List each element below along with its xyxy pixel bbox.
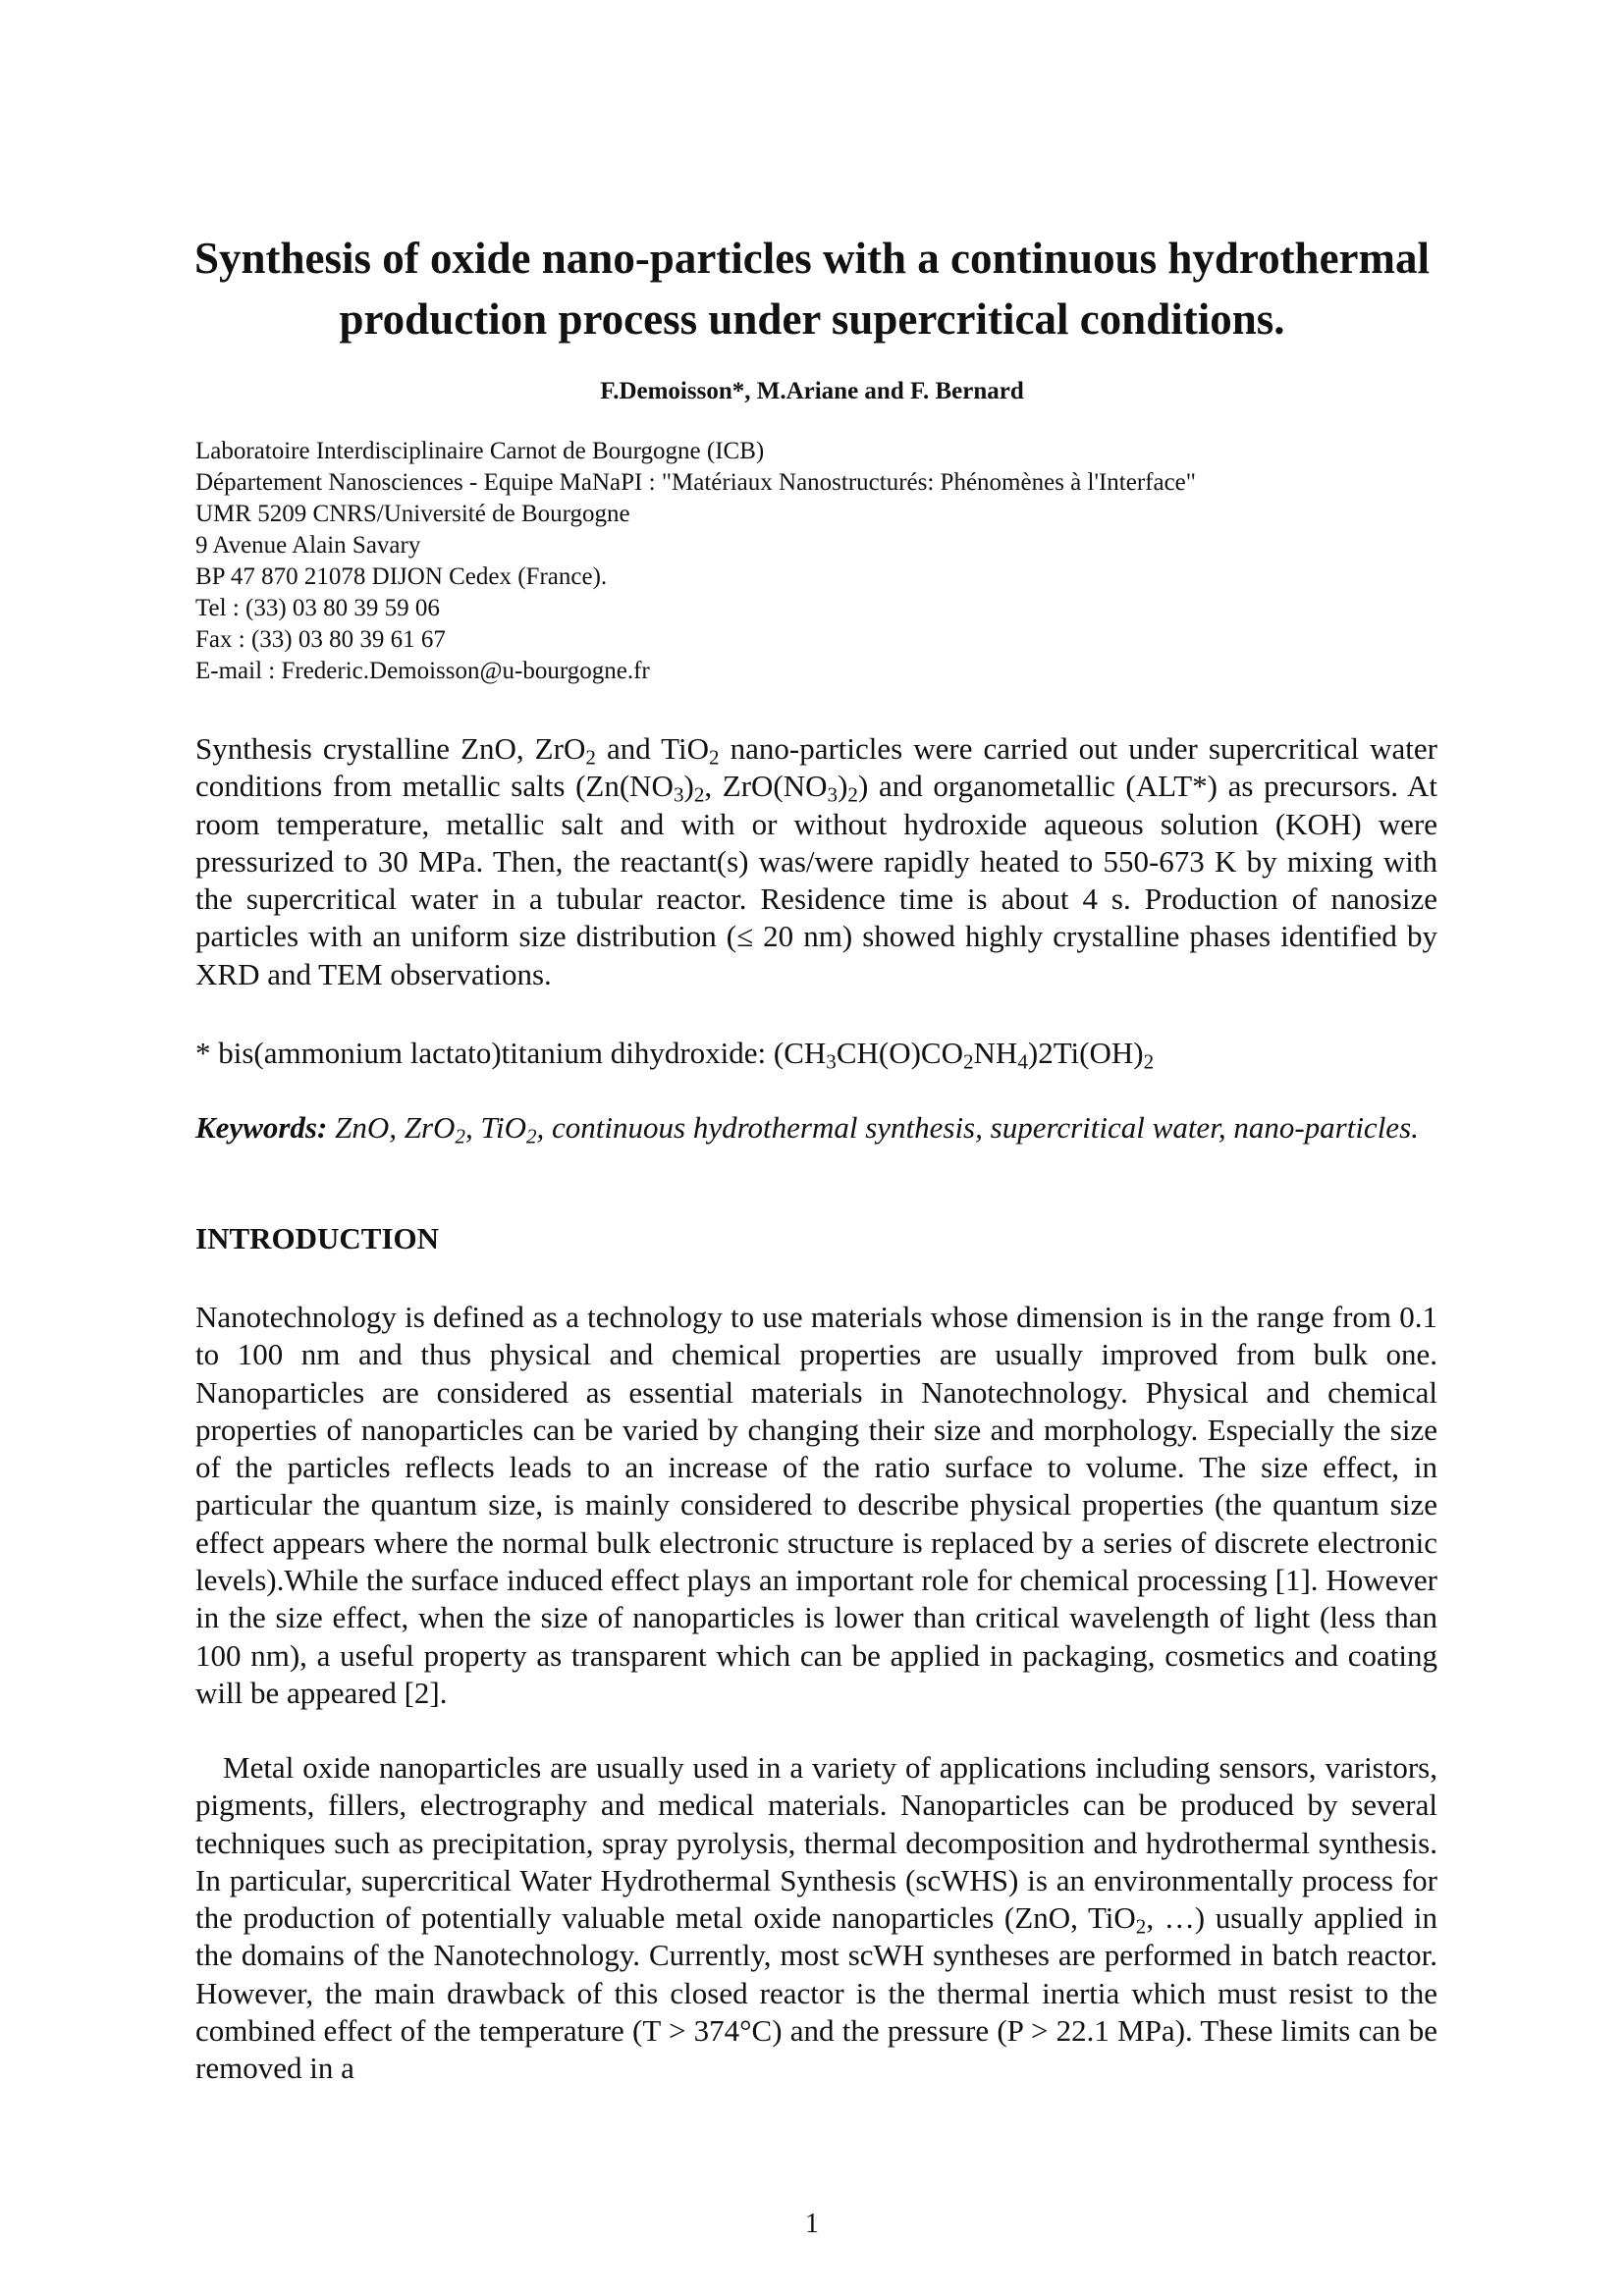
page-number: 1 [805, 2209, 819, 2239]
section-heading-introduction: INTRODUCTION [195, 1221, 440, 1255]
introduction-paragraph-2: Metal oxide nanoparticles are usually used in a variety of applications including sensors, varistors, pigments, fillers, electrography and medical materials. Nanoparticles can be produced by several techniques such as precipitation, spray pyrolysis, thermal decomposition and hydrothermal synthesis. In particular, supercritical Water Hydrothermal Synthesis (scWHS) is an environmentally process for the production of potentially valuable metal oxide nanoparticles (ZnO, TiO$_2$, …) usually applied in the domains of the Nanotechnology. Currently, most scWH syntheses are performed in batch reactor. However, the main drawback of this closed reactor is the thermal inertia which must resist to the combined effect of the temperature (T > 374°C) and the pressure (P > 22.1 MPa). These limits can be removed in a [195, 1750, 1438, 2086]
title-line-1: Synthesis of oxide nano-particles with a continuous hydrothermal [193, 234, 1431, 283]
paper-title [118, 228, 1506, 349]
keywords: Keywords: ZnO, ZrO$_2$, TiO$_2$, continuous hydrothermal synthesis, supercritical water, nano-particles. [195, 1110, 1419, 1148]
affiliation-fax: Fax : (33) 03 80 39 61 67 [195, 626, 446, 653]
abstract-paragraph: Synthesis crystalline ZnO, ZrO$_2$ and TiO$_2$ nano-particles were carried out under supercritical water conditions from metallic salts ($Zn(NO_3)_2$, $ZrO(NO_3)_2$) and organometallic (ALT*) as precursors. At room temperature, metallic salt and with or without hydroxide aqueous solution (KOH) were pressurized to 30 MPa. Then, the reactant(s) was/were rapidly heated to 550-673 K by mixing with the supercritical water in a tubular reactor. Residence time is about 4 s. Production of nanosize particles with an uniform size distribution (≤ 20 nm) showed highly crystalline phases identified by XRD and TEM observations. [195, 731, 1437, 991]
affiliation-line: BP 47 870 21078 DIJON Cedex (France). [195, 563, 608, 590]
affiliation-line: Laboratoire Interdisciplinaire Carnot de Bourgogne (ICB) [195, 438, 765, 464]
affiliation-line: Département Nanosciences - Equipe MaNaPI : "Matériaux Nanostructurés: Phénomènes à l'Interface" [195, 469, 1196, 496]
affiliation-block [195, 436, 1196, 687]
affiliation-email: E-mail : Frederic.Demoisson@u-bourgogne.fr [195, 658, 650, 684]
affiliation-line: UMR 5209 CNRS/Université de Bourgogne [195, 501, 630, 527]
footnote-alt: * bis(ammonium lactato)titanium dihydroxide: $(CH_3CH(O)CO_2NH_4)2Ti(OH)_2$ [195, 1036, 1155, 1074]
title-line-2: production process under supercritical conditions. [339, 294, 1285, 344]
authors: F.Demoisson*, M.Ariane and F. Bernard [600, 378, 1024, 404]
introduction-paragraph-1: Nanotechnology is defined as a technology to use materials whose dimension is in the range from 0.1 to 100 nm and thus physical and chemical properties are usually improved from bulk one. Nanoparticles are considered as essential materials in Nanotechnology. Physical and chemical properties of nanoparticles can be varied by changing their size and morphology. Especially the size of the particles reflects leads to an increase of the ratio surface to volume. The size effect, in particular the quantum size, is mainly considered to describe physical properties (the quantum size effect appears where the normal bulk electronic structure is replaced by a series of discrete electronic levels).While the surface induced effect plays an important role for chemical processing [1]. However in the size effect, when the size of nanoparticles is lower than critical wavelength of light (less than 100 nm), a useful property as transparent which can be applied in packaging, cosmetics and coating will be appeared [2]. [195, 1300, 1437, 1710]
keywords-label: Keywords: [195, 1110, 328, 1145]
affiliation-line: 9 Avenue Alain Savary [195, 532, 421, 559]
affiliation-tel: Tel : (33) 03 80 39 59 06 [195, 595, 440, 621]
